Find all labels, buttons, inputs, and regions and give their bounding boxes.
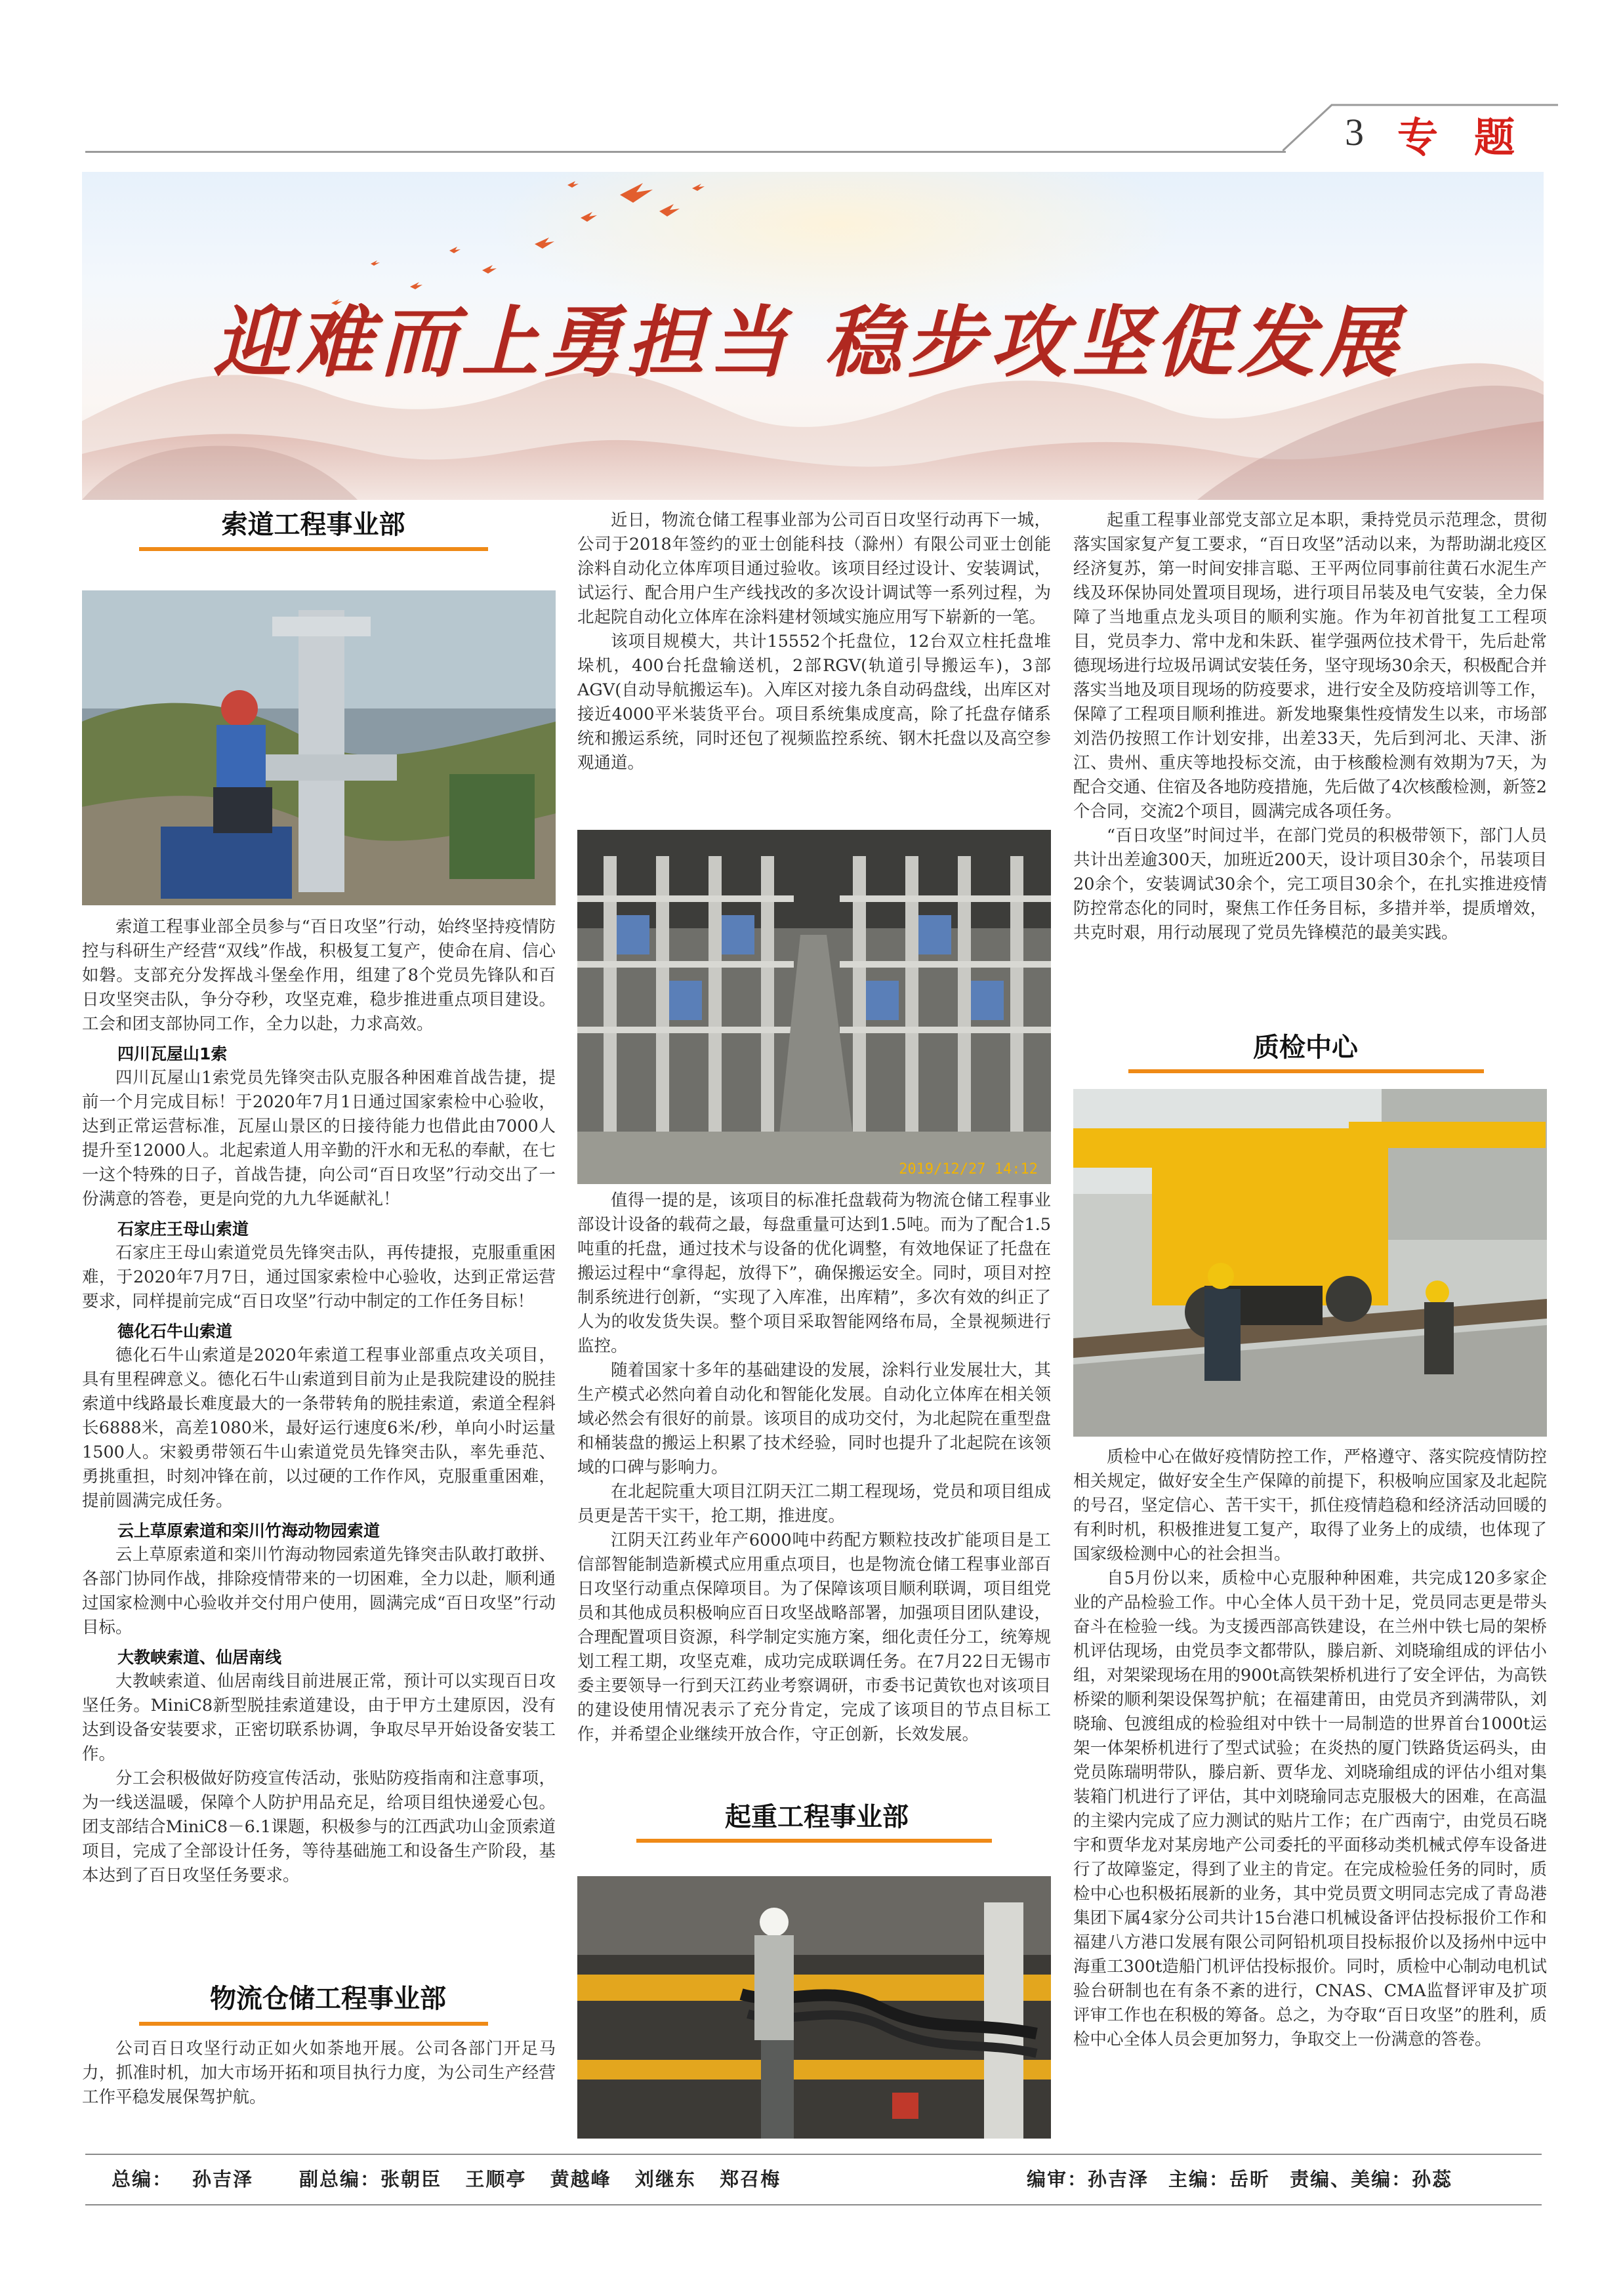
heading-underline: [1128, 1069, 1484, 1073]
banner: [82, 172, 1544, 500]
para-tianjiang-site: 在北起院重大项目江阴天江二期工程现场，党员和项目组成员更是苦干实干，抢工期，推进度。: [577, 1482, 1051, 1526]
photo-cable-car-worker: [82, 590, 556, 905]
footer-editors: [112, 2165, 781, 2192]
para-shiniushan: 德化石牛山索道是2020年索道工程事业部重点攻关项目，具有里程碑意义。德化石牛山索道到目前为止是我院建设的脱挂索道中线路最长难度最大的一条带转角的脱挂索道，索道全程斜长6888米，高差1080米，最好运行速度6米/秒，单向小时运量1500人。宋毅勇带领石牛山索道党员先锋突击队，率先垂范、勇挑重担，时刻冲锋在前，以过硬的工作作风，克服重重困难，提前圆满完成任务。: [82, 1345, 556, 1511]
editor-name: 孙吉泽: [192, 2168, 254, 2190]
column-1-text: [82, 915, 556, 1888]
banner-title: 迎难而上勇担当 稳步攻坚促发展: [213, 297, 1403, 388]
column-2-text-top: [577, 508, 1051, 775]
page-number: 3: [1345, 111, 1364, 154]
footer-rule-top: [85, 2154, 1542, 2155]
para-crane-party: 起重工程事业部党支部立足本职，秉持党员示范理念，贯彻落实国家复产复工要求，“百日攻坚”活动以来，为帮助湖北疫区经济复苏，第一时间安排言聪、王平两位同事前往黄石水泥生产线及环保协同处置项目现场，进行项目吊装及电气安装，全力保障了当地重点龙头项目的顺利实施。作为年初首批复工工程项目，党员李力、常中龙和朱跃、崔学强两位技术骨干，先后赴常德现场进行垃圾吊调试安装任务，坚守现场30余天，积极配合并落实当地及项目现场的防疫要求，进行安全及防疫培训等工作，保障了工程项目顺利推进。新发地聚集性疫情发生以来，市场部刘浩仍按照工作计划安排，出差33天，先后到河北、天津、浙江、贵州、重庆等地投标交流，由于核酸检测有效期为7天，为配合交通、住宿及各地防疫措施，先后做了4次核酸检测，新签2个合同，交流2个项目，圆满完成各项任务。: [1073, 510, 1547, 821]
cable-car-intro: 索道工程事业部全员参与“百日攻坚”行动，始终坚持疫情防控与科研生产经营“双线”作战，积极复工复产，使命在肩、信心如磐。支部充分发挥战斗堡垒作用，组建了8个党员先锋队和百日攻坚突击队，争分夺秒，攻坚克难，稳步推进重点项目建设。工会和团支部协同工作，全力以赴，力求高效。: [82, 917, 556, 1034]
heading-underline: [139, 547, 488, 551]
photo-quality-inspection: [1073, 1089, 1547, 1437]
heading-underline: [636, 1839, 992, 1843]
logistics-intro-block: [82, 2037, 556, 2110]
footer-rule-bottom: [85, 2204, 1542, 2205]
heading-logistics-division: 物流仓储工程事业部: [210, 1984, 446, 2014]
photo-timestamp: 2019/12/27 14:12: [899, 1161, 1038, 1178]
subhead-wawushan: 四川瓦屋山1索: [117, 1044, 228, 1063]
para-yashi: 近日，物流仓储工程事业部为公司百日攻坚行动再下一城，公司于2018年签约的亚士创能科技（滁州）有限公司亚士创能涂料自动化立体库项目通过验收。该项目经过设计、安装调试，试运行、配合用户生产线找改的多次设计调试等一系列过程，为北起院自动化立体库在涂料建材领域实施应用写下崭新的一笔。: [577, 510, 1051, 627]
column-2-text-bottom: [577, 1189, 1051, 1747]
design-name: 孙蕊: [1412, 2168, 1453, 2190]
heading-cable-car-division: 索道工程事业部: [221, 510, 405, 540]
photo-crane-worker: [577, 1876, 1051, 2139]
para-dajiaoxia: 大教峡索道、仙居南线目前进展正常，预计可以实现百日攻坚任务。MiniC8新型脱挂索道建设，由于甲方土建原因，没有达到设备安装要求，正密切联系协调，争取尽早开始设备安装工作。: [82, 1671, 556, 1764]
para-yunshang: 云上草原索道和栾川竹海动物园索道先锋突击队敢打敢拼、各部门协同作战，排除疫情带来的一切困难，全力以赴，顺利通过国家检测中心验收并交付用户使用，圆满完成“百日攻坚”行动目标。: [82, 1545, 556, 1637]
subhead-yunshang: 云上草原索道和栾川竹海动物园索道: [117, 1521, 380, 1540]
para-wangmushan: 石家庄王母山索道党员先锋突击队，再传捷报，克服重重困难，于2020年7月7日，通过国家索检中心验收，达到正常运营要求，同样提前完成“百日攻坚”行动中制定的工作任务目标！: [82, 1243, 556, 1311]
deputy-label: 副总编：: [299, 2168, 381, 2190]
column-3-text-top: [1073, 508, 1547, 945]
column-3-text-bottom: [1073, 1445, 1547, 2052]
photo-warehouse: [577, 830, 1051, 1184]
review-name: 孙吉泽: [1088, 2168, 1149, 2190]
design-label: 责编、美编：: [1290, 2168, 1412, 2190]
para-load-capacity: 值得一提的是，该项目的标准托盘载荷为物流仓储工程事业部设计设备的载荷之最，每盘重量可达到1.5吨。而为了配合1.5吨重的托盘，通过技术与设备的优化调整，有效地保证了托盘在搬运过程中“拿得起，放得下”，确保搬运安全。同时，项目对控制系统进行创新，“实现了入库准，出库精”，多次有效的纠正了人为的收发货失误。整个项目采取智能网络布局，全景视频进行监控。: [577, 1191, 1051, 1356]
editor-label: 总编：: [112, 2168, 173, 2190]
section-title: 专题: [1397, 113, 1551, 161]
header-rule: [85, 151, 1286, 153]
para-quality-intro: 质检中心在做好疫情防控工作，严格遵守、落实院疫情防控相关规定，做好安全生产保障的前提下，积极响应国家及北起院的号召，坚定信心、苦干实干，抓住疫情趋稳和经济活动回暖的有利时机，积极推进复工复产，取得了业务上的成绩，也体现了国家级检测中心的社会担当。: [1073, 1447, 1547, 1564]
para-union: 分工会积极做好防疫宣传活动，张贴防疫指南和注意事项，为一线送温暖，保障个人防护用品充足，给项目组快递爱心包。团支部结合MiniC8－6.1课题，积极参与的江西武功山金顶索道项目，完成了全部设计任务，等待基础施工和设备生产阶段，基本达到了百日攻坚任务要求。: [82, 1769, 556, 1885]
para-crane-summary: “百日攻坚”时间过半，在部门党员的积极带领下，部门人员共计出差逾300天，加班近200天，设计项目30余个，吊装项目20余个，安装调试30余个，完工项目30余个，在扎实推进疫情防控常态化的同时，聚焦工作任务目标，多措并举，提质增效，共克时艰，用行动展现了党员先锋模范的最美实践。: [1073, 826, 1547, 943]
footer-staff: [1027, 2165, 1452, 2192]
para-logistics-intro: 公司百日攻坚行动正如火如荼地开展。公司各部门开足马力，抓准时机，加大市场开拓和项目执行力度，为公司生产经营工作平稳发展保驾护航。: [82, 2039, 556, 2107]
para-project-scale: 该项目规模大，共计15552个托盘位，12台双立柱托盘堆垛机，400台托盘输送机，2部RGV(轨道引导搬运车)，3部AGV(自动导航搬运车)。入库区对接九条自动码盘线，出库区对接近4000平米装货平台。项目系统集成度高，除了托盘存储系统和搬运系统，同时还包了视频监控系统、钢木托盘以及高空参观通道。: [577, 632, 1051, 773]
subhead-shiniushan: 德化石牛山索道: [117, 1322, 233, 1341]
heading-crane-division: 起重工程事业部: [725, 1802, 909, 1832]
para-tianjiang-project: 江阴天江药业年产6000吨中药配方颗粒技改扩能项目是工信部智能制造新模式应用重点项目，也是物流仓储工程事业部百日攻坚行动重点保障项目。为了保障该项目顺利联调，项目组党员和其他成员积极响应百日攻坚战略部署，加强项目团队建设，合理配置项目资源，科学制定实施方案，细化责任分工，统筹规划工程工期，攻坚克难，成功完成联调任务。在7月22日无锡市委主要领导一行到天江药业考察调研，市委书记黄钦也对该项目的建设使用情况表示了充分肯定，完成了该项目的节点目标工作，并希望企业继续开放合作，守正创新，长效发展。: [577, 1530, 1051, 1744]
subhead-wangmushan: 石家庄王母山索道: [117, 1220, 249, 1239]
para-paint-industry: 随着国家十多年的基础建设的发展，涂料行业发展壮大，其生产模式必然向着自动化和智能化发展。自动化立体库在相关领域必然会有很好的前景。该项目的成功交付，为北起院在重型盘和桶装盘的搬运上积累了技术经验，同时也提升了北起院在该领域的口碑与影响力。: [577, 1361, 1051, 1477]
para-quality-detail: 自5月份以来，质检中心克服种种困难，共完成120多家企业的产品检验工作。中心全体人员干劲十足，党员同志更是带头奋斗在检验一线。为支援西部高铁建设，在兰州中铁七局的架桥机评估现场，由党员李文都带队，滕启新、刘晓瑜组成的评估小组，对架梁现场在用的900t高铁架桥机进行了安全评估，为高铁桥梁的顺利架设保驾护航；在福建莆田，由党员齐到满带队，刘晓瑜、包渡组成的检验组对中铁十一局制造的世界首台1000t运架一体架桥机进行了型式试验；在炎热的厦门铁路货运码头，由党员陈瑞明带队，滕启新、贾华龙、刘晓瑜组成的评估小组对集装箱门机进行了评估，其中刘晓瑜同志克服极大的困难，在高温的主梁内完成了应力测试的贴片工作；在广西南宁，由党员石晓宇和贾华龙对某房地产公司委托的平面移动类机械式停车设备进行了故障鉴定，得到了业主的肯定。在完成检验任务的同时，质检中心也积极拓展新的业务，其中党员贾文明同志完成了青岛港集团下属4家分公司共计15台港口机械设备评估投标报价工作和福建八方港口发展有限公司阿铅机项目投标报价以及扬州中远中海重工300t造船门机评估投标报价。同时，质检中心制动电机试验台研制也在有条不紊的进行，CNAS、CMA监督评审及扩项评审工作也在积极的筹备。总之，为夺取“百日攻坚”的胜利，质检中心全体人员会更加努力，争取交上一份满意的答卷。: [1073, 1568, 1547, 2049]
heading-underline: [139, 2022, 488, 2026]
chief-name: 岳昕: [1229, 2168, 1271, 2190]
heading-quality-center: 质检中心: [1253, 1033, 1358, 1063]
subhead-dajiaoxia: 大教峡索道、仙居南线: [117, 1648, 282, 1667]
para-wawushan: 四川瓦屋山1索党员先锋突击队克服各种困难首战告捷，提前一个月完成目标！于2020年7月1日通过国家索检中心验收，达到正常运营标准，瓦屋山景区的日接待能力也借此由7000人提升至12000人。北起索道人用辛勤的汗水和无私的奉献，在七一这个特殊的日子，首战告捷，向公司“百日攻坚”行动交出了一份满意的答卷，更是向党的九九华诞献礼！: [82, 1068, 556, 1209]
review-label: 编审：: [1027, 2168, 1088, 2190]
deputy-names: 张朝臣 王顺亭 黄越峰 刘继东 郑召梅: [380, 2168, 781, 2190]
chief-label: 主编：: [1168, 2168, 1230, 2190]
